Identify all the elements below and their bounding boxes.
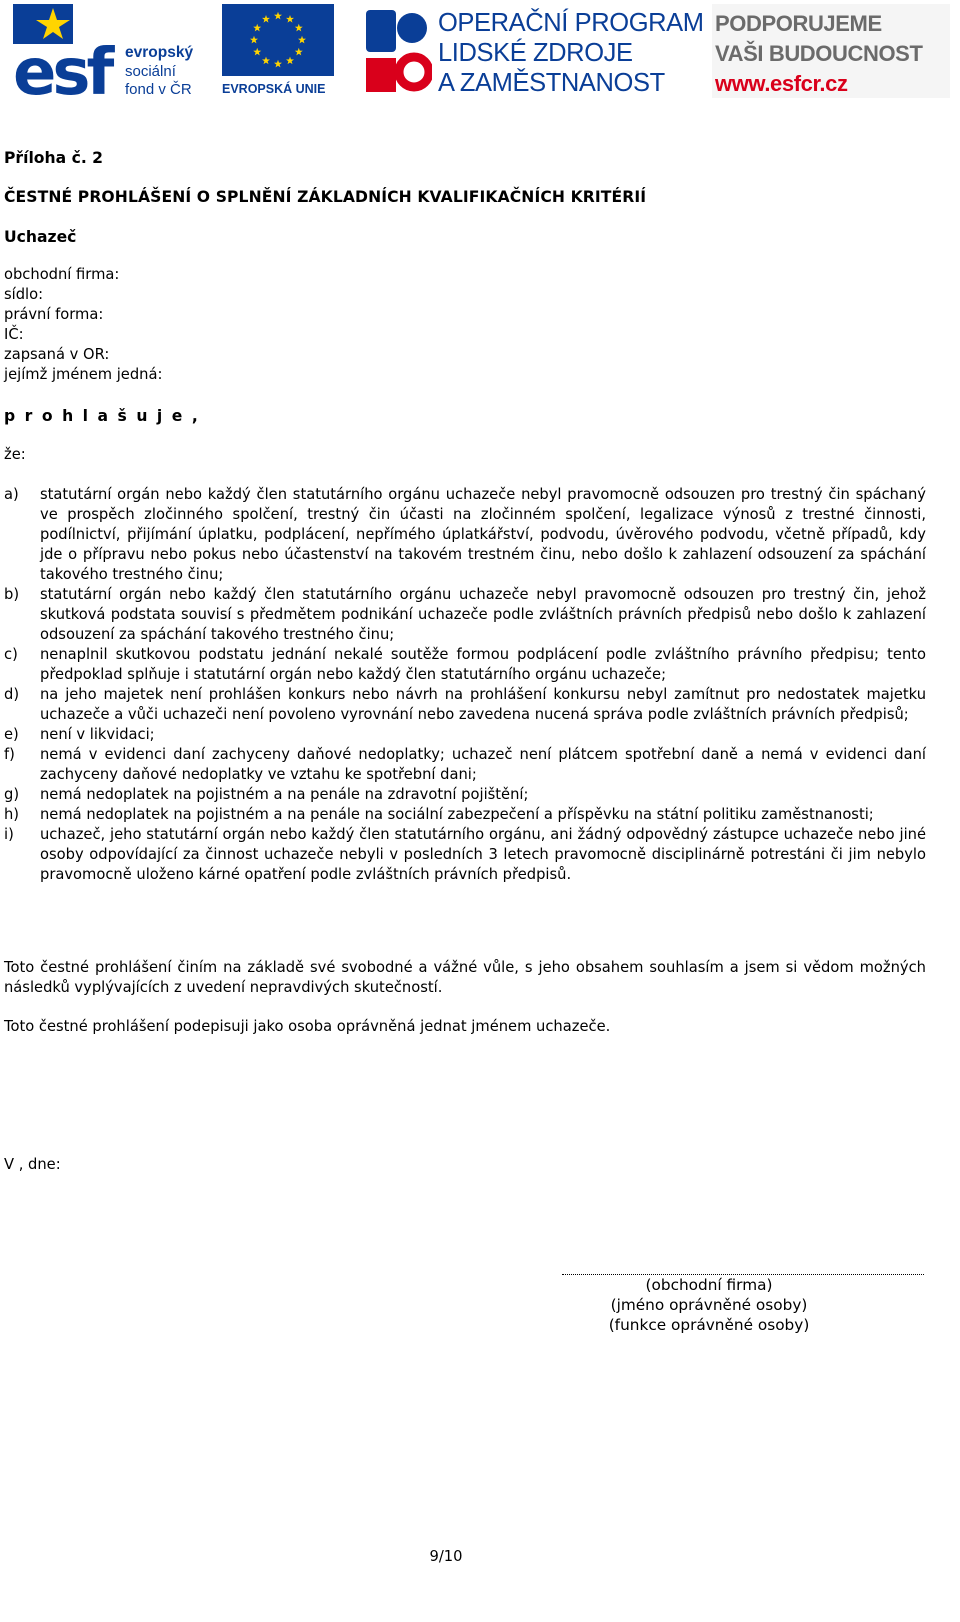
svg-text:evropský: evropský bbox=[125, 44, 194, 61]
op-logo-line-1: OPERAČNÍ PROGRAM bbox=[438, 9, 704, 37]
slogan-line-1: PODPORUJEME bbox=[715, 11, 882, 36]
svg-text:esf: esf bbox=[13, 36, 111, 98]
esf-emblem-icon bbox=[13, 4, 207, 98]
eu-star-icon bbox=[250, 36, 258, 44]
field-commercial-register: zapsaná v OR: bbox=[4, 346, 110, 363]
op-logo-line-2: LIDSKÉ ZDROJE bbox=[438, 39, 633, 67]
list-item bbox=[4, 725, 926, 745]
declaration-paragraph: Toto čestné prohlášení činím na základě své svobodné a vážné vůle, s jeho obsahem souhlasím a jsem si vědom možných následků vyplývajících z uvedení nepravdivých skutečností. bbox=[4, 959, 926, 996]
list-item bbox=[4, 805, 926, 825]
eu-logo-caption: EVROPSKÁ UNIE bbox=[222, 82, 326, 96]
page-title: ČESTNÉ PROHLÁŠENÍ O SPLNĚNÍ ZÁKLADNÍCH KVALIFIKAČNÍCH KRITÉRIÍ bbox=[4, 188, 647, 206]
signature-person-role: (funkce oprávněné osoby) bbox=[608, 1316, 810, 1334]
bidder-fields bbox=[4, 265, 162, 385]
item-letter: b) bbox=[4, 586, 20, 603]
field-representative: jejímž jménem jedná: bbox=[4, 366, 163, 383]
item-letter: a) bbox=[4, 486, 19, 503]
list-item bbox=[4, 745, 926, 785]
slogan-logo bbox=[712, 4, 950, 98]
op-logo-text bbox=[438, 8, 704, 98]
item-letter: c) bbox=[4, 646, 18, 663]
eu-flag-icon bbox=[222, 4, 334, 76]
list-item bbox=[4, 585, 926, 645]
page-number: 9/10 bbox=[429, 1548, 463, 1565]
eu-star-icon bbox=[286, 57, 294, 65]
eu-logo bbox=[222, 4, 334, 98]
slogan-line-2: VAŠI BUDOUCNOST bbox=[715, 41, 923, 66]
logo-header bbox=[10, 0, 950, 100]
signature-block bbox=[562, 1264, 924, 1335]
list-item bbox=[4, 485, 926, 585]
eu-star-icon bbox=[253, 24, 261, 32]
svg-text:fond v ČR: fond v ČR bbox=[125, 81, 192, 98]
item-letter: f) bbox=[4, 746, 15, 763]
eu-star-icon bbox=[253, 48, 261, 56]
item-letter: h) bbox=[4, 806, 20, 823]
item-text: statutární orgán nebo každý člen statutárního orgánu uchazeče nebyl pravomocně odsouzen pro trestný čin spáchaný ve prospěch zločinného spolčení, trestný čin účasti na zločinném spolčení, legalizace výnosů z trestné činnosti, podílnictví, přijímání úplatku, podplácení, nepřímého úplatkářství, podvodu, úvěrového podvodu, včetně případů, kdy jde o přípravu nebo pokus nebo účastenství na takovém trestném činu, nebo došlo k zahlazení odsouzení za spáchání takového trestného činu; bbox=[40, 486, 926, 583]
signature-line bbox=[562, 1264, 924, 1275]
eu-star-icon bbox=[274, 60, 282, 68]
item-letter: i) bbox=[4, 826, 14, 843]
signature-company: (obchodní firma) bbox=[645, 1276, 773, 1294]
that-label: že: bbox=[4, 446, 26, 463]
bidder-heading: Uchazeč bbox=[4, 228, 77, 246]
eu-star-icon bbox=[295, 24, 303, 32]
svg-text:sociální: sociální bbox=[125, 63, 176, 80]
annex-heading: Příloha č. 2 bbox=[4, 149, 104, 167]
item-text: není v likvidaci; bbox=[40, 726, 155, 743]
eu-star-icon bbox=[262, 57, 270, 65]
list-item bbox=[4, 825, 926, 885]
item-text: statutární orgán nebo každý člen statutárního orgánu uchazeče nebyl pravomocně odsouzen pro trestný čin, jehož skutková podstata souvisí s předmětem podnikání uchazeče podle zvláštních právních předpisů nebo došlo k zahlazení odsouzení za spáchání takového trestného činu; bbox=[40, 586, 926, 643]
op-lzz-logo bbox=[362, 4, 707, 98]
field-company-id: IČ: bbox=[4, 326, 24, 343]
list-item bbox=[4, 645, 926, 685]
esf-logo bbox=[13, 4, 207, 98]
item-letter: e) bbox=[4, 726, 19, 743]
eu-star-icon bbox=[286, 15, 294, 23]
item-letter: g) bbox=[4, 786, 20, 803]
criteria-list bbox=[4, 485, 926, 885]
field-legal-form: právní forma: bbox=[4, 306, 104, 323]
item-text: nemá nedoplatek na pojistném a na penále na sociální zabezpečení a příspěvku na státní politiku zaměstnanosti; bbox=[40, 806, 874, 823]
eu-star-icon bbox=[274, 12, 282, 20]
op-logo-line-3: A ZAMĚSTNANOST bbox=[438, 69, 665, 97]
op-people-icon bbox=[362, 6, 432, 96]
slogan-url: www.esfcr.cz bbox=[715, 71, 848, 96]
signing-paragraph: Toto čestné prohlášení podepisuji jako osoba oprávněná jednat jménem uchazeče. bbox=[4, 1018, 611, 1035]
item-text: na jeho majetek není prohlášen konkurs nebo návrh na prohlášení konkursu nebyl zamítnut pro nedostatek majetku uchazeče a vůči uchazeči není povoleno vyrovnání nebo zavedena nucená správa podle zvláštních právních předpisů; bbox=[40, 686, 926, 723]
item-text: nemá nedoplatek na pojistném a na penále na zdravotní pojištění; bbox=[40, 786, 529, 803]
field-company-name: obchodní firma: bbox=[4, 266, 120, 283]
item-text: nemá v evidenci daní zachyceny daňové nedoplatky; uchazeč není plátcem spotřební daně a nemá v evidenci daní zachyceny daňové nedoplatky ve vztahu ke spotřební dani; bbox=[40, 746, 926, 783]
eu-star-icon bbox=[298, 36, 306, 44]
declares-heading: prohlašuje, bbox=[4, 407, 208, 425]
item-text: nenaplnil skutkovou podstatu jednání nekalé soutěže formou podplácení podle zvláštního právního předpisu; tento předpoklad splňuje i statutární orgán nebo každý člen statutárního orgánu uchazeče; bbox=[40, 646, 926, 683]
item-text: uchazeč, jeho statutární orgán nebo každý člen statutárního orgánu, ani žádný odpovědný zástupce uchazeče nebo jiné osoby odpovídající za činnost uchazeče nebyli v posledních 3 letech pravomocně disciplinárně potrestáni či jim nebylo pravomocně uloženo kárné opatření podle zvláštních právních předpisů. bbox=[40, 826, 926, 883]
list-item bbox=[4, 685, 926, 725]
eu-star-icon bbox=[295, 48, 303, 56]
field-seat: sídlo: bbox=[4, 286, 44, 303]
item-letter: d) bbox=[4, 686, 20, 703]
signature-person-name: (jméno oprávněné osoby) bbox=[610, 1296, 808, 1314]
eu-star-icon bbox=[262, 15, 270, 23]
place-date-label: V , dne: bbox=[4, 1156, 61, 1173]
list-item bbox=[4, 785, 926, 805]
